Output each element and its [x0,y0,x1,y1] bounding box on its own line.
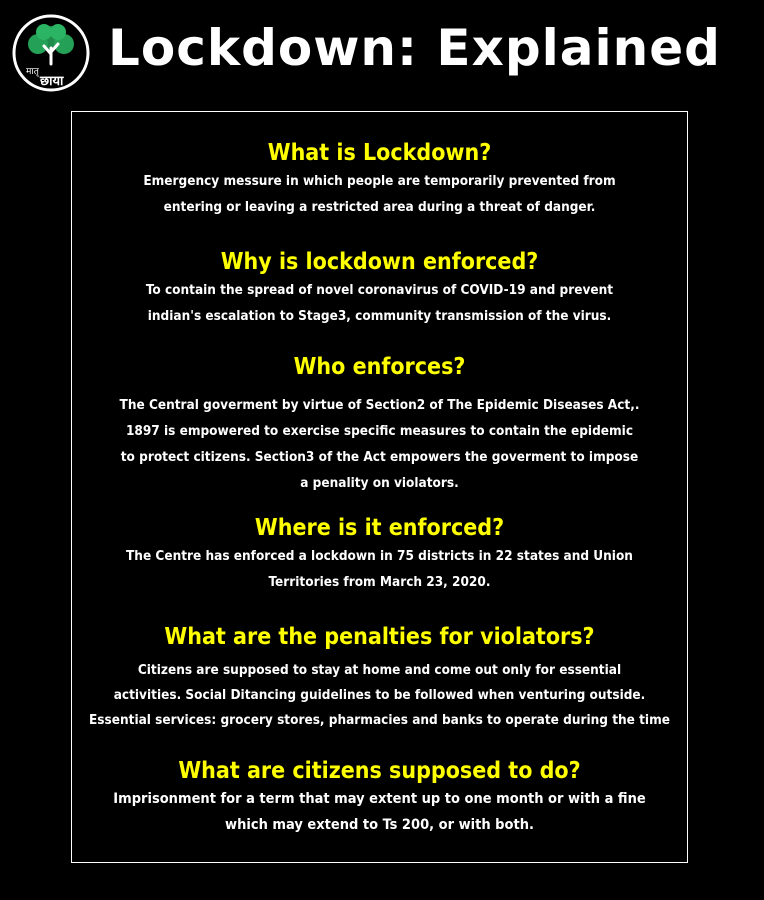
tree-logo-icon [10,14,92,92]
body-line: 1897 is empowered to exercise specific measures to contain the epidemic [125,423,634,439]
body-line: activities. Social Ditancing guidelines to be followed when venturing outside. [113,687,646,703]
body-line: indian's escalation to Stage3, community transmission of the virus. [147,308,612,324]
body-line: Territories from March 23, 2020. [268,574,491,590]
body-line: Emergency messure in which people are temporarily prevented from [143,173,616,189]
section-heading: Where is it enforced? [254,515,505,541]
body-line: Essential services: grocery stores, pharmacies and banks to operate during the time [88,712,670,728]
page-title: Lockdown: Explained [108,19,721,77]
section-body [72,168,687,220]
body-line: To contain the spread of novel coronavirus of COVID-19 and prevent [145,282,614,298]
section-body [72,658,687,733]
logo-text-line1: मातृ [26,67,39,77]
section-heading: What are the penalties for violators? [164,624,595,650]
section-body [72,543,687,595]
body-line: entering or leaving a restricted area during a threat of danger. [163,199,596,215]
body-line: The Centre has enforced a lockdown in 75 districts in 22 states and Union [126,548,633,564]
section-heading: Who enforces? [293,354,466,380]
body-line: The Central goverment by virtue of Section2 of The Epidemic Diseases Act,. [119,397,640,413]
body-line: which may extend to Ts 200, or with both. [225,817,534,833]
section-body [72,392,687,496]
section-body [72,786,687,838]
body-line: to protect citizens. Section3 of the Act empowers the goverment to impose [120,449,639,465]
section-citizens-duty [72,756,687,838]
section-who-enforces [72,352,687,496]
logo-text-line2: छाया [40,74,64,89]
logo [10,14,92,92]
section-heading: Why is lockdown enforced? [220,249,539,275]
section-penalties [72,622,687,733]
section-where-enforced [72,513,687,595]
content-panel [71,111,688,863]
section-heading: What are citizens supposed to do? [178,758,581,784]
body-line: Citizens are supposed to stay at home and come out only for essential [137,662,622,678]
body-line: a penality on violators. [300,475,459,491]
section-body [72,277,687,329]
section-heading: What is Lockdown? [267,140,492,166]
body-line: Imprisonment for a term that may extent up to one month or with a fine [113,791,646,807]
section-what-is-lockdown [72,138,687,220]
section-why-enforced [72,247,687,329]
